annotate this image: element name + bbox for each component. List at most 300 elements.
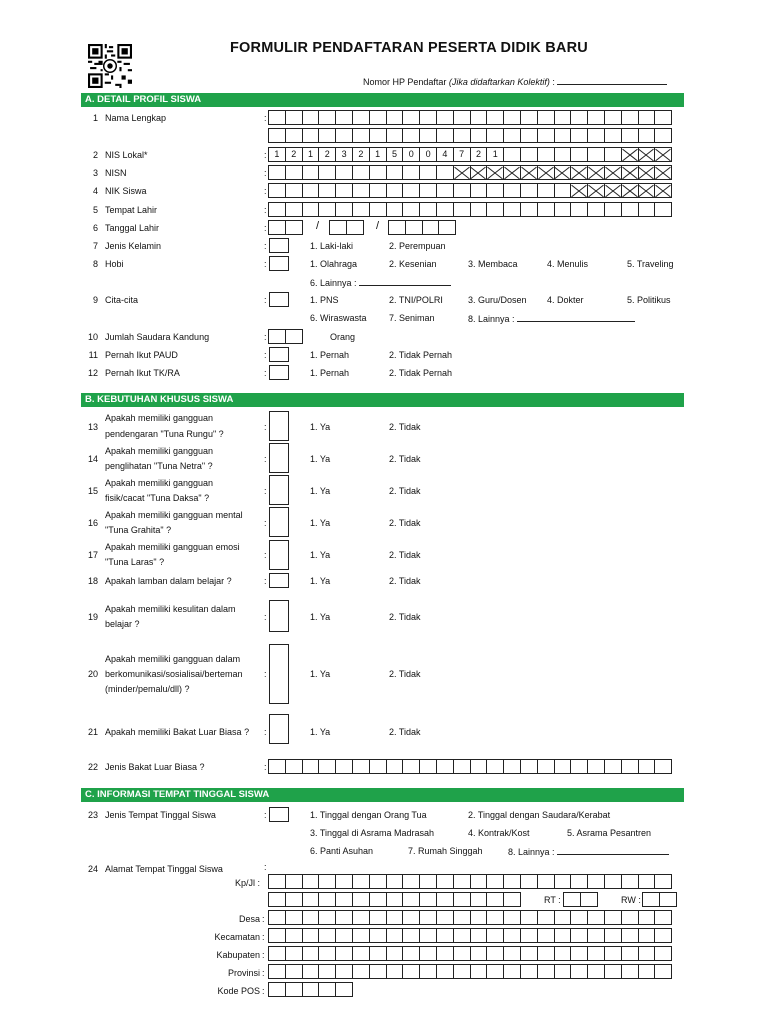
input-cell[interactable] (537, 128, 555, 143)
input-cell[interactable] (570, 874, 588, 889)
input-cell[interactable] (621, 874, 639, 889)
input-cell[interactable] (419, 928, 437, 943)
input-cell[interactable] (268, 928, 286, 943)
input-cell[interactable] (285, 874, 303, 889)
input-cell[interactable] (638, 946, 656, 961)
input-cell[interactable] (537, 759, 555, 774)
input-cell[interactable] (486, 110, 504, 125)
input-cell[interactable] (318, 759, 336, 774)
input-cell[interactable] (621, 910, 639, 925)
input-cell[interactable] (570, 110, 588, 125)
input-cell[interactable] (587, 759, 605, 774)
input-cell[interactable] (335, 946, 353, 961)
kp-jl-grid-1[interactable] (269, 874, 672, 889)
input-cell[interactable] (402, 964, 420, 979)
input-cell[interactable] (563, 892, 581, 907)
input-cell[interactable] (318, 946, 336, 961)
tempat-tinggal-lainnya-line[interactable] (557, 846, 669, 855)
input-cell[interactable] (268, 329, 286, 344)
input-cell[interactable] (268, 964, 286, 979)
nama-lengkap-grid-2[interactable] (269, 128, 672, 143)
input-cell[interactable] (402, 165, 420, 180)
input-cell[interactable] (369, 964, 387, 979)
input-cell[interactable] (453, 946, 471, 961)
desa-grid[interactable] (269, 910, 672, 925)
bakat-luar-biasa-box[interactable] (269, 714, 289, 744)
input-cell[interactable] (402, 202, 420, 217)
input-cell[interactable] (520, 910, 538, 925)
input-cell[interactable] (554, 110, 572, 125)
input-cell[interactable] (503, 110, 521, 125)
input-cell[interactable] (554, 928, 572, 943)
tuna-rungu-box[interactable] (269, 411, 289, 441)
input-cell[interactable] (352, 964, 370, 979)
input-cell[interactable] (486, 964, 504, 979)
kesulitan-belajar-box[interactable] (269, 600, 289, 632)
input-cell[interactable] (470, 128, 488, 143)
input-cell[interactable] (335, 982, 353, 997)
input-cell[interactable] (352, 110, 370, 125)
input-cell[interactable] (654, 202, 672, 217)
input-cell[interactable] (638, 110, 656, 125)
input-cell[interactable] (335, 874, 353, 889)
lamban-belajar-box[interactable] (269, 573, 289, 588)
input-cell[interactable] (436, 183, 454, 198)
input-cell[interactable]: 0 (419, 147, 437, 162)
input-cell[interactable] (604, 147, 622, 162)
input-cell[interactable] (268, 165, 286, 180)
input-cell[interactable] (654, 128, 672, 143)
input-cell[interactable] (654, 928, 672, 943)
input-cell[interactable] (388, 220, 406, 235)
jenis-kelamin-box[interactable] (269, 238, 289, 253)
input-cell[interactable] (453, 110, 471, 125)
kp-jl-grid-2[interactable] (269, 892, 521, 907)
input-cell[interactable] (386, 128, 404, 143)
input-cell[interactable] (453, 128, 471, 143)
input-cell[interactable] (318, 892, 336, 907)
input-cell[interactable] (268, 202, 286, 217)
input-cell[interactable] (486, 874, 504, 889)
input-cell[interactable] (346, 220, 364, 235)
input-cell[interactable]: 0 (402, 147, 420, 162)
input-cell[interactable] (570, 946, 588, 961)
input-cell[interactable] (503, 964, 521, 979)
input-cell[interactable] (318, 165, 336, 180)
nisn-grid[interactable] (269, 165, 672, 180)
input-cell[interactable] (486, 759, 504, 774)
input-cell[interactable] (369, 128, 387, 143)
input-cell[interactable] (436, 928, 454, 943)
input-cell[interactable] (470, 110, 488, 125)
input-cell[interactable] (402, 892, 420, 907)
input-cell[interactable] (352, 165, 370, 180)
input-cell[interactable] (386, 874, 404, 889)
input-cell[interactable] (318, 183, 336, 198)
phone-input-line[interactable] (557, 76, 667, 85)
jenis-tempat-tinggal-box[interactable] (269, 807, 289, 822)
input-cell[interactable] (470, 202, 488, 217)
input-cell[interactable] (520, 202, 538, 217)
input-cell[interactable] (587, 110, 605, 125)
input-cell[interactable] (453, 874, 471, 889)
input-cell[interactable] (621, 759, 639, 774)
input-cell[interactable] (436, 946, 454, 961)
input-cell[interactable] (352, 183, 370, 198)
input-cell[interactable]: 4 (436, 147, 454, 162)
input-cell[interactable] (537, 147, 555, 162)
input-cell[interactable] (520, 928, 538, 943)
input-cell[interactable] (570, 147, 588, 162)
input-cell[interactable] (503, 183, 521, 198)
input-cell[interactable] (453, 183, 471, 198)
input-cell[interactable] (503, 928, 521, 943)
provinsi-grid[interactable] (269, 964, 672, 979)
input-cell[interactable] (587, 964, 605, 979)
input-cell[interactable] (419, 110, 437, 125)
input-cell[interactable]: 2 (318, 147, 336, 162)
input-cell[interactable] (436, 110, 454, 125)
input-cell[interactable] (386, 202, 404, 217)
input-cell[interactable] (318, 928, 336, 943)
input-cell[interactable] (436, 165, 454, 180)
input-cell[interactable] (285, 964, 303, 979)
kabupaten-grid[interactable] (269, 946, 672, 961)
input-cell[interactable] (503, 759, 521, 774)
input-cell[interactable] (369, 110, 387, 125)
input-cell[interactable] (386, 946, 404, 961)
input-cell[interactable] (402, 874, 420, 889)
input-cell[interactable] (335, 928, 353, 943)
input-cell[interactable] (302, 110, 320, 125)
input-cell[interactable] (587, 874, 605, 889)
input-cell[interactable] (285, 165, 303, 180)
input-cell[interactable] (587, 202, 605, 217)
input-cell[interactable] (659, 892, 677, 907)
input-cell[interactable] (422, 220, 440, 235)
input-cell[interactable] (554, 874, 572, 889)
input-cell[interactable] (554, 128, 572, 143)
jenis-bakat-grid[interactable] (269, 759, 672, 774)
input-cell[interactable] (486, 202, 504, 217)
input-cell[interactable] (352, 874, 370, 889)
input-cell[interactable] (570, 928, 588, 943)
tuna-laras-box[interactable] (269, 540, 289, 570)
input-cell[interactable] (654, 874, 672, 889)
input-cell[interactable] (352, 759, 370, 774)
input-cell[interactable] (268, 110, 286, 125)
input-cell[interactable] (369, 928, 387, 943)
input-cell[interactable] (486, 910, 504, 925)
input-cell[interactable] (654, 946, 672, 961)
input-cell[interactable] (369, 946, 387, 961)
input-cell[interactable] (436, 874, 454, 889)
input-cell[interactable] (369, 165, 387, 180)
input-cell[interactable] (580, 892, 598, 907)
input-cell[interactable] (402, 946, 420, 961)
gangguan-komunikasi-box[interactable] (269, 644, 289, 704)
input-cell[interactable] (302, 892, 320, 907)
kode-pos-grid[interactable] (269, 982, 353, 997)
input-cell[interactable] (503, 874, 521, 889)
input-cell[interactable] (453, 759, 471, 774)
input-cell[interactable] (285, 110, 303, 125)
input-cell[interactable] (503, 202, 521, 217)
input-cell[interactable] (352, 928, 370, 943)
input-cell[interactable] (335, 910, 353, 925)
input-cell[interactable] (285, 910, 303, 925)
input-cell[interactable] (503, 892, 521, 907)
tk-ra-box[interactable] (269, 365, 289, 380)
rw-grid[interactable] (643, 892, 677, 907)
input-cell[interactable] (520, 759, 538, 774)
input-cell[interactable] (537, 946, 555, 961)
input-cell[interactable] (654, 964, 672, 979)
input-cell[interactable] (268, 946, 286, 961)
input-cell[interactable] (436, 128, 454, 143)
input-cell[interactable] (402, 910, 420, 925)
input-cell[interactable] (436, 892, 454, 907)
input-cell[interactable] (386, 892, 404, 907)
input-cell[interactable] (285, 202, 303, 217)
input-cell[interactable]: 1 (486, 147, 504, 162)
input-cell[interactable] (302, 928, 320, 943)
input-cell[interactable] (537, 874, 555, 889)
input-cell[interactable] (537, 110, 555, 125)
input-cell[interactable] (654, 910, 672, 925)
input-cell[interactable] (302, 946, 320, 961)
input-cell[interactable] (537, 964, 555, 979)
input-cell[interactable] (604, 128, 622, 143)
input-cell[interactable] (302, 759, 320, 774)
input-cell[interactable] (419, 128, 437, 143)
kecamatan-grid[interactable] (269, 928, 672, 943)
input-cell[interactable] (587, 147, 605, 162)
cita-cita-box[interactable] (269, 292, 289, 307)
input-cell[interactable] (285, 329, 303, 344)
input-cell[interactable] (503, 128, 521, 143)
input-cell[interactable] (621, 110, 639, 125)
input-cell[interactable] (470, 964, 488, 979)
input-cell[interactable] (621, 128, 639, 143)
input-cell[interactable] (503, 147, 521, 162)
input-cell[interactable] (554, 946, 572, 961)
input-cell[interactable] (419, 892, 437, 907)
input-cell[interactable] (537, 928, 555, 943)
input-cell[interactable] (604, 910, 622, 925)
input-cell[interactable] (554, 964, 572, 979)
input-cell[interactable] (268, 759, 286, 774)
input-cell[interactable] (621, 946, 639, 961)
input-cell[interactable] (268, 892, 286, 907)
input-cell[interactable] (470, 892, 488, 907)
input-cell[interactable] (335, 759, 353, 774)
input-cell[interactable] (318, 982, 336, 997)
hobi-box[interactable] (269, 256, 289, 271)
input-cell[interactable] (302, 165, 320, 180)
input-cell[interactable]: 5 (386, 147, 404, 162)
input-cell[interactable] (587, 946, 605, 961)
input-cell[interactable] (402, 128, 420, 143)
input-cell[interactable] (520, 964, 538, 979)
input-cell[interactable] (318, 910, 336, 925)
input-cell[interactable] (335, 892, 353, 907)
input-cell[interactable] (352, 128, 370, 143)
input-cell[interactable] (352, 202, 370, 217)
input-cell[interactable] (302, 910, 320, 925)
jumlah-saudara-grid[interactable] (269, 329, 303, 344)
input-cell[interactable] (335, 202, 353, 217)
input-cell[interactable] (570, 964, 588, 979)
input-cell[interactable] (386, 964, 404, 979)
input-cell[interactable] (386, 928, 404, 943)
input-cell[interactable] (285, 220, 303, 235)
input-cell[interactable] (302, 874, 320, 889)
input-cell[interactable] (453, 202, 471, 217)
tanggal-lahir-day[interactable] (269, 220, 303, 235)
input-cell[interactable] (604, 202, 622, 217)
input-cell[interactable] (621, 964, 639, 979)
input-cell[interactable] (352, 892, 370, 907)
input-cell[interactable] (302, 128, 320, 143)
input-cell[interactable] (386, 759, 404, 774)
input-cell[interactable] (554, 759, 572, 774)
input-cell[interactable] (419, 759, 437, 774)
input-cell[interactable]: 3 (335, 147, 353, 162)
rt-grid[interactable] (564, 892, 598, 907)
input-cell[interactable] (621, 928, 639, 943)
input-cell[interactable] (369, 910, 387, 925)
input-cell[interactable] (520, 946, 538, 961)
input-cell[interactable] (335, 110, 353, 125)
tanggal-lahir-month[interactable] (330, 220, 364, 235)
input-cell[interactable] (285, 982, 303, 997)
input-cell[interactable] (554, 183, 572, 198)
tempat-lahir-grid[interactable] (269, 202, 672, 217)
input-cell[interactable] (419, 964, 437, 979)
input-cell[interactable] (335, 128, 353, 143)
input-cell[interactable] (554, 202, 572, 217)
input-cell[interactable] (352, 946, 370, 961)
input-cell[interactable] (537, 910, 555, 925)
input-cell[interactable] (285, 928, 303, 943)
tuna-grahita-box[interactable] (269, 507, 289, 537)
input-cell[interactable] (318, 874, 336, 889)
input-cell[interactable] (638, 128, 656, 143)
input-cell[interactable] (470, 910, 488, 925)
input-cell[interactable] (520, 183, 538, 198)
input-cell[interactable] (470, 183, 488, 198)
input-cell[interactable] (570, 910, 588, 925)
input-cell[interactable] (638, 910, 656, 925)
input-cell[interactable] (285, 946, 303, 961)
tuna-netra-box[interactable] (269, 443, 289, 473)
input-cell[interactable] (486, 128, 504, 143)
input-cell[interactable] (604, 759, 622, 774)
input-cell[interactable] (503, 946, 521, 961)
input-cell[interactable] (329, 220, 347, 235)
input-cell[interactable] (369, 874, 387, 889)
input-cell[interactable] (352, 910, 370, 925)
input-cell[interactable] (570, 128, 588, 143)
input-cell[interactable] (268, 982, 286, 997)
nama-lengkap-grid-1[interactable] (269, 110, 672, 125)
input-cell[interactable] (470, 759, 488, 774)
cita-cita-lainnya-line[interactable] (517, 313, 635, 322)
input-cell[interactable] (654, 759, 672, 774)
input-cell[interactable] (537, 183, 555, 198)
input-cell[interactable] (621, 202, 639, 217)
nis-lokal-grid[interactable] (269, 147, 672, 162)
input-cell[interactable] (587, 910, 605, 925)
input-cell[interactable]: 7 (453, 147, 471, 162)
input-cell[interactable] (335, 165, 353, 180)
input-cell[interactable] (386, 110, 404, 125)
input-cell[interactable] (486, 928, 504, 943)
input-cell[interactable] (285, 759, 303, 774)
input-cell[interactable] (318, 964, 336, 979)
input-cell[interactable]: 1 (268, 147, 286, 162)
input-cell[interactable] (520, 147, 538, 162)
input-cell[interactable] (268, 128, 286, 143)
input-cell[interactable] (638, 928, 656, 943)
input-cell[interactable] (654, 110, 672, 125)
input-cell[interactable] (486, 183, 504, 198)
input-cell[interactable] (419, 910, 437, 925)
input-cell[interactable] (453, 892, 471, 907)
input-cell[interactable] (419, 202, 437, 217)
input-cell[interactable] (318, 128, 336, 143)
input-cell[interactable] (402, 183, 420, 198)
input-cell[interactable] (369, 183, 387, 198)
input-cell[interactable] (402, 110, 420, 125)
input-cell[interactable] (520, 874, 538, 889)
tuna-daksa-box[interactable] (269, 475, 289, 505)
input-cell[interactable] (402, 928, 420, 943)
input-cell[interactable] (587, 128, 605, 143)
input-cell[interactable] (486, 892, 504, 907)
input-cell[interactable] (386, 183, 404, 198)
input-cell[interactable] (453, 928, 471, 943)
input-cell[interactable] (486, 946, 504, 961)
hobi-lainnya-line[interactable] (359, 277, 451, 286)
input-cell[interactable] (302, 183, 320, 198)
input-cell[interactable] (638, 874, 656, 889)
input-cell[interactable] (453, 910, 471, 925)
input-cell[interactable] (386, 165, 404, 180)
tanggal-lahir-year[interactable] (389, 220, 456, 235)
input-cell[interactable] (285, 892, 303, 907)
input-cell[interactable] (436, 759, 454, 774)
input-cell[interactable] (570, 202, 588, 217)
input-cell[interactable] (436, 202, 454, 217)
input-cell[interactable] (604, 874, 622, 889)
input-cell[interactable] (369, 892, 387, 907)
input-cell[interactable]: 2 (470, 147, 488, 162)
input-cell[interactable]: 1 (369, 147, 387, 162)
input-cell[interactable] (453, 964, 471, 979)
input-cell[interactable]: 2 (352, 147, 370, 162)
input-cell[interactable] (642, 892, 660, 907)
input-cell[interactable] (604, 110, 622, 125)
input-cell[interactable] (520, 128, 538, 143)
input-cell[interactable] (604, 964, 622, 979)
paud-box[interactable] (269, 347, 289, 362)
input-cell[interactable] (369, 759, 387, 774)
input-cell[interactable] (302, 982, 320, 997)
input-cell[interactable] (604, 928, 622, 943)
input-cell[interactable] (419, 874, 437, 889)
